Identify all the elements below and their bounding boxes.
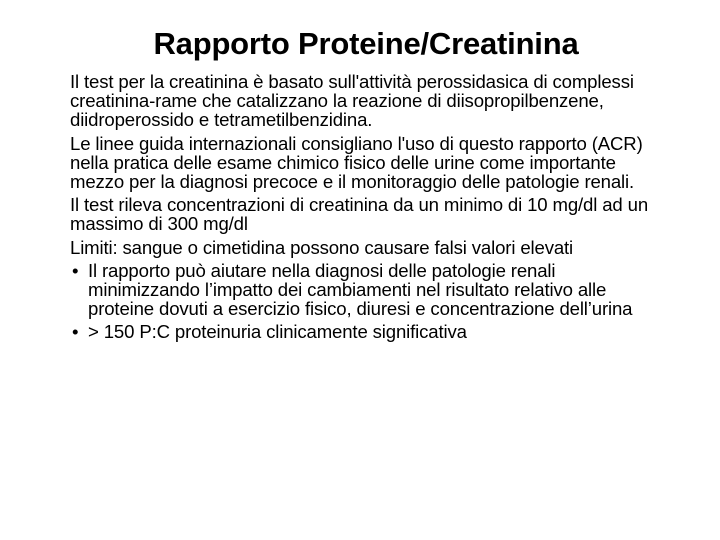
- paragraph-limits: Limiti: sangue o cimetidina possono causare falsi valori elevati: [70, 236, 574, 258]
- bullet-item: [70, 322, 670, 341]
- paragraph-creatinine-test: Il test per la creatinina è basato sull'attività perossidasica di complessi creatinina-rame che catalizzano la reazione di diisopropilbenzene, diidroperossido e tetrametilbenzidina.: [70, 71, 634, 131]
- paragraph-guidelines: Le linee guida internazionali consigliano l'uso di questo rapporto (ACR) nella pratica delle esame chimico fisico delle urine come importante mezzo per la diagnosi precoce e il monitoraggio delle patologie renali.: [70, 132, 643, 193]
- paragraph-detection-range: Il test rileva concentrazioni di creatinina da un minimo di 10 mg/dl ad un massimo di 300 mg/dl: [70, 194, 649, 235]
- slide-body: [70, 72, 670, 346]
- bullet-text: Il rapporto può aiutare nella diagnosi delle patologie renali minimizzando l’impatto dei cambiamenti nel risultato relativo alle proteine dovuti a esercizio fisico, diuresi e concentrazione dell’urina: [88, 259, 633, 320]
- slide-title: Rapporto Proteine/Creatinina: [153, 26, 579, 61]
- bullet-dot-icon: •: [72, 259, 79, 281]
- bullet-dot-icon: •: [72, 321, 79, 343]
- bullet-item: [70, 261, 670, 319]
- bullet-text: > 150 P:C proteinuria clinicamente significativa: [88, 321, 467, 343]
